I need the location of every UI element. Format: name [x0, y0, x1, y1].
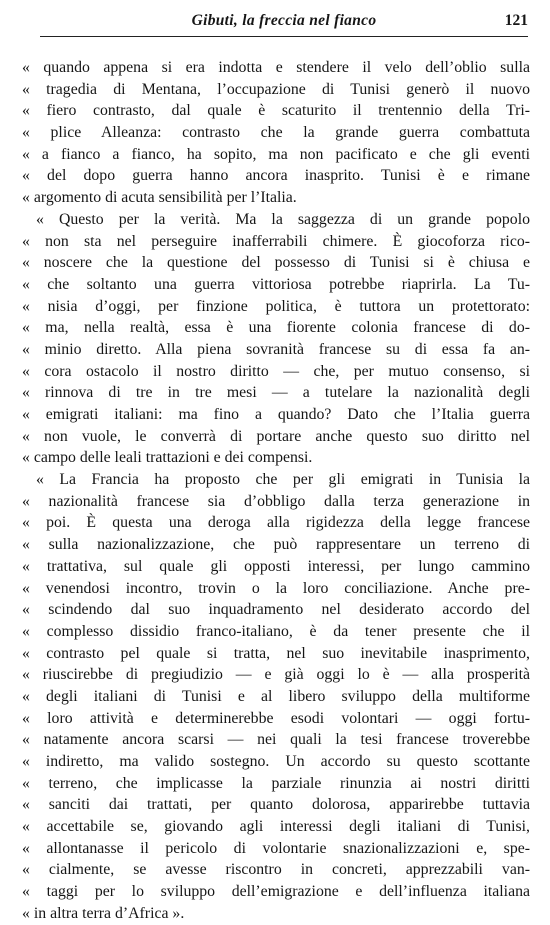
text-line: « del dopo guerra hanno ancora inasprito. Tunisi è e rimane	[22, 167, 530, 185]
text-line: « in altra terra d’Africa ».	[22, 904, 185, 922]
text-line: « campo delle leali trattazioni e dei compensi.	[22, 449, 313, 467]
body-text	[22, 57, 530, 925]
text-line: « Questo per la verità. Ma la saggezza di un grande popolo	[36, 210, 530, 228]
text-line: « quando appena si era indotta e stendere il velo dell’oblio sulla	[22, 59, 530, 76]
text-line: « accettabile se, giovando agli interessi degli italiani di Tunisi,	[22, 818, 530, 836]
text-line: « natamente ancora scarsi — nei quali la tesi francese troverebbe	[22, 731, 530, 749]
text-line: « terreno, che implicasse la parziale rinunzia ai nostri diritti	[22, 774, 530, 792]
text-line: « argomento di acuta sensibilità per l’Italia.	[22, 189, 297, 207]
text-line: « riuscirebbe di pregiudizio — e già oggi lo è — alla prosperità	[22, 666, 530, 684]
text-line: « indiretto, ma valido sostegno. Un accordo su questo scottante	[22, 753, 530, 770]
text-line: « La Francia ha proposto che per gli emigrati in Tunisia la	[36, 471, 530, 489]
text-line: « ma, nella realtà, essa è una fiorente colonia francese di do-	[22, 319, 530, 337]
text-line: « taggi per lo sviluppo dell’emigrazione e dell’influenza italiana	[22, 883, 530, 901]
text-line: « complesso dissidio franco-italiano, è da tener presente che il	[22, 622, 530, 640]
text-line: « che soltanto una guerra vittoriosa potrebbe riaprirla. La Tu-	[22, 275, 530, 293]
text-line: « scindendo dal suo inquadramento nel desiderato accordo del	[22, 601, 530, 619]
text-line: « poi. È questa una deroga alla rigidezza della legge francese	[22, 514, 530, 532]
text-line: « trattativa, sul quale gli opposti interessi, per lungo cammino	[22, 557, 530, 575]
text-line: « degli italiani di Tunisi e al libero sviluppo della multiforme	[22, 687, 530, 705]
text-line: « contrasto pel quale si tratta, nel suo inevitabile inasprimento,	[22, 644, 530, 662]
running-title: Gibuti, la freccia nel fianco	[191, 12, 377, 29]
text-line: « sanciti dai trattati, per quanto dolorosa, apparirebbe tuttavia	[22, 796, 530, 814]
text-line: « rinnova di tre in tre mesi — a tutelare la nazionalità degli	[22, 384, 530, 402]
text-line: « emigrati italiani: ma fino a quando? Dato che l’Italia guerra	[22, 406, 530, 423]
text-line: « nazionalità francese sia d’obbligo dalla terza generazione in	[22, 492, 530, 510]
text-line: « venendosi incontro, trovin o la loro conciliazione. Anche pre-	[22, 579, 530, 597]
text-line: « plice Alleanza: contrasto che la grande guerra combattuta	[22, 124, 530, 142]
text-line: « cora ostacolo il nostro diritto — che, per mutuo consenso, si	[22, 362, 530, 380]
text-line: « nisia d’oggi, per finzione politica, è tuttora un protettorato:	[22, 297, 530, 315]
text-line: « non vuole, le converrà di portare anche questo suo diritto nel	[22, 427, 530, 445]
text-line: « a fianco a fianco, ha sopito, ma non pacificato e che gli eventi	[22, 145, 530, 163]
text-line: « tragedia di Mentana, l’occupazione di Tunisi generò il nuovo	[22, 80, 530, 98]
text-line: « fiero contrasto, dal quale è scaturito il trentennio della Tri-	[22, 102, 530, 120]
text-line: « sulla nazionalizzazione, che può rappresentare un terreno di	[22, 536, 530, 554]
text-line: « cialmente, se avesse riscontro in concreti, apprezzabili van-	[22, 861, 530, 879]
page-number: 121	[504, 12, 528, 29]
text-line: « non sta nel perseguire inafferrabili chimere. È giocoforza rico-	[22, 232, 530, 250]
text-line: « minio diretto. Alla piena sovranità francese su di essa fa an-	[22, 340, 530, 358]
text-line: « loro attività e determinerebbe esodi volontari — oggi fortu-	[22, 709, 530, 727]
text-line: « allontanasse il pericolo di volontarie snazionalizzazioni e, spe-	[22, 839, 530, 857]
page-header	[40, 12, 528, 37]
text-line: « noscere che la questione del possesso di Tunisi si è chiusa e	[22, 254, 530, 272]
